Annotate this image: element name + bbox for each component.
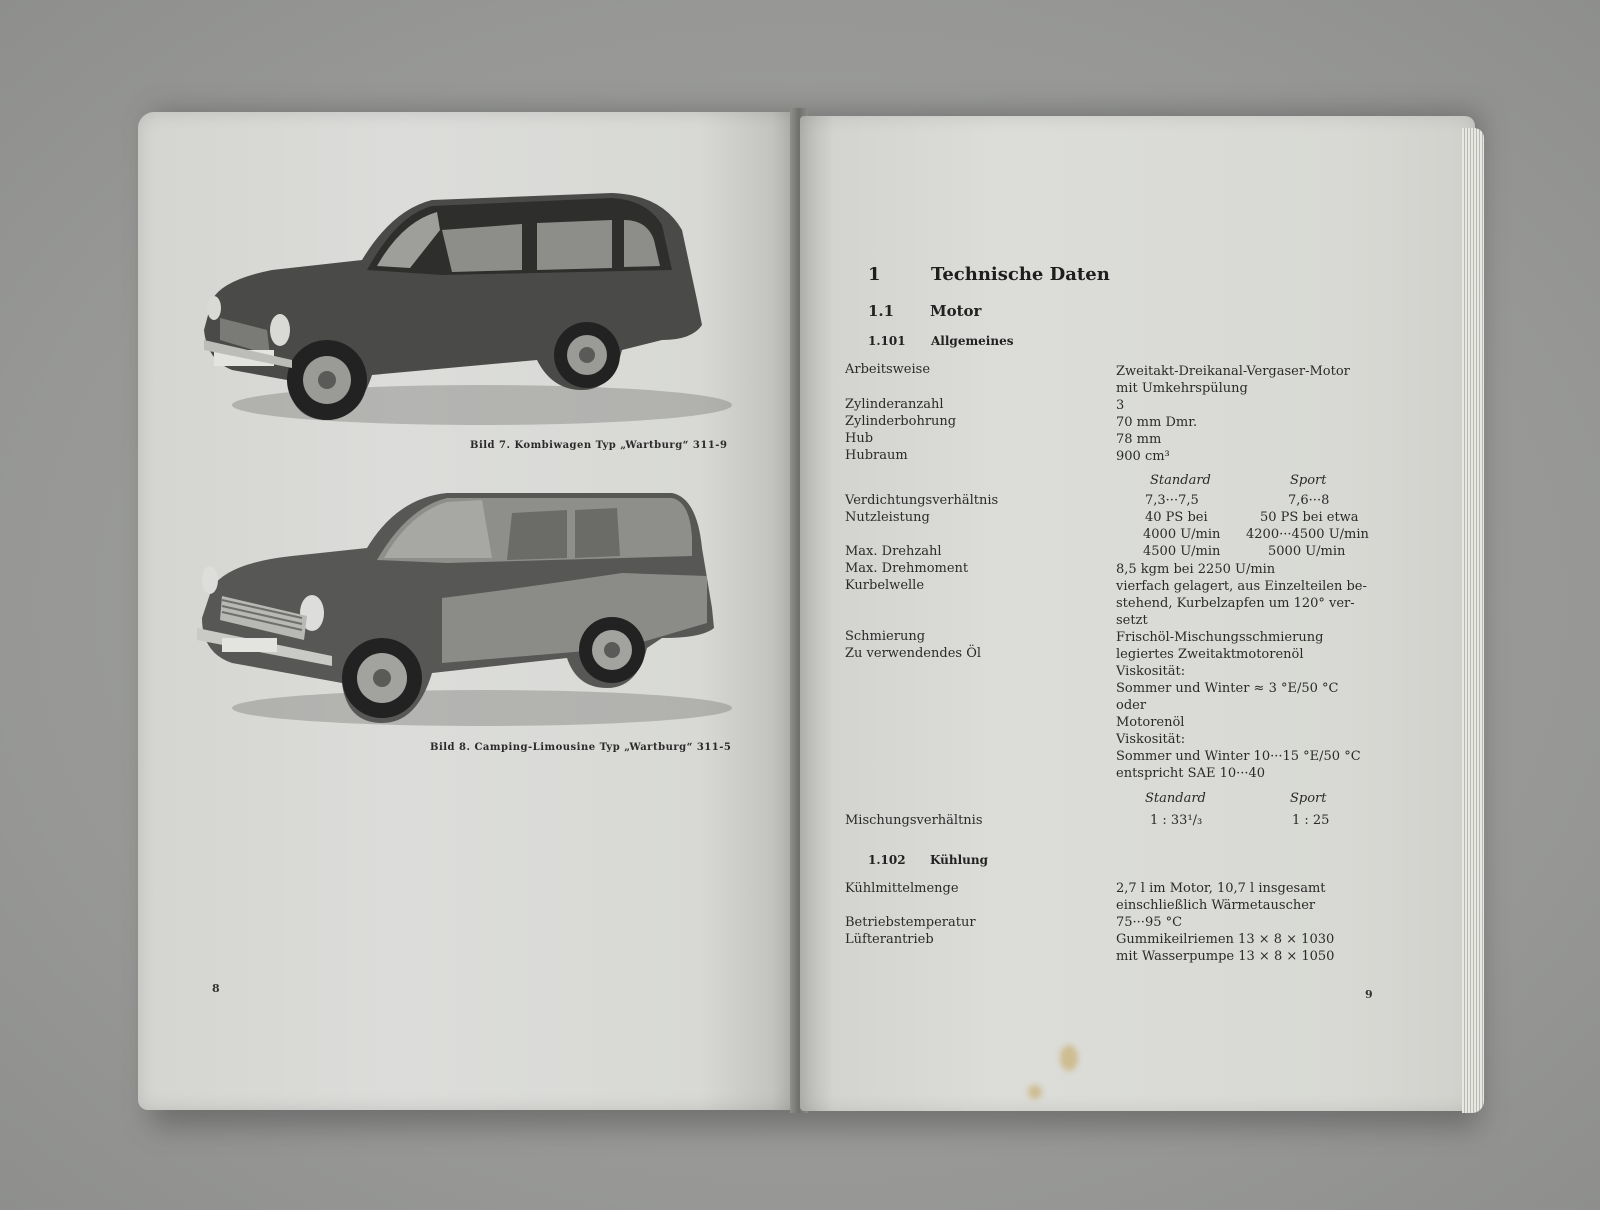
spec-label: Zylinderbohrung [845,414,957,429]
sub-102-title: Kühlung [930,853,989,867]
spec-value: Viskosität: [1116,664,1186,679]
spec-label: Schmierung [845,629,926,644]
sub-101-title: Allgemeines [931,334,1014,348]
page-number-right: 9 [1365,988,1373,1001]
spec-value: Sommer und Winter 10···15 °E/50 °C [1116,749,1361,764]
spec-std: 4000 U/min [1143,527,1221,542]
sub-102-number: 1.102 [868,853,906,867]
spec-value: Motorenöl [1116,715,1185,730]
spec-value: Gummikeilriemen 13 × 8 × 1030 [1116,932,1335,947]
spec-sport: 50 PS bei etwa [1260,510,1359,525]
spec-value: entspricht SAE 10···40 [1116,766,1266,781]
spec-label: Betriebstemperatur [845,915,976,930]
spec-value: mit Wasserpumpe 13 × 8 × 1050 [1116,949,1335,964]
page-number-left: 8 [212,982,220,995]
figure-caption-8: Bild 8. Camping-Limousine Typ „Wartburg“ 311-5 [430,742,732,753]
spec-value: legiertes Zweitaktmotorenöl [1116,647,1304,662]
spec-value: stehend, Kurbelzapfen um 120° ver- [1116,596,1355,611]
column-header-sport: Sport [1290,791,1327,806]
spec-value: Zweitakt-Dreikanal-Vergaser-Motor [1116,364,1350,379]
spec-value: 75···95 °C [1116,915,1183,930]
paper-stain [1028,1085,1042,1099]
spec-value: 2,7 l im Motor, 10,7 l insgesamt [1116,881,1326,896]
spec-value: Viskosität: [1116,732,1186,747]
spec-sport: 1 : 25 [1292,813,1330,828]
section-title: Technische Daten [931,264,1110,285]
spec-label: Mischungsverhältnis [845,813,983,828]
section-number: 1 [868,264,881,285]
camping-limousine-photo [192,488,732,738]
spec-value: Sommer und Winter ≈ 3 °E/50 °C [1116,681,1339,696]
spec-std: 1 : 33¹/₃ [1150,813,1203,828]
paper-stain [1060,1045,1078,1071]
spec-value: 3 [1116,398,1125,413]
spec-value: oder [1116,698,1147,713]
spec-sport: 5000 U/min [1268,544,1346,559]
spec-label: Zylinderanzahl [845,397,944,412]
spec-value: Frischöl-Mischungsschmierung [1116,630,1324,645]
spec-std: 4500 U/min [1143,544,1221,559]
spec-value: setzt [1116,613,1148,628]
spec-label: Arbeitsweise [845,362,931,377]
spec-label: Verdichtungsverhältnis [845,493,999,508]
station-wagon-photo [192,190,732,440]
page-edges [1462,128,1484,1113]
column-header-standard: Standard [1150,473,1211,488]
spec-label: Hubraum [845,448,908,463]
spec-label: Max. Drehmoment [845,561,969,576]
spec-sport: 4200···4500 U/min [1246,527,1369,542]
spec-value: 900 cm³ [1116,449,1170,464]
column-header-standard: Standard [1145,791,1206,806]
spec-value: 70 mm Dmr. [1116,415,1198,430]
spec-label: Kühlmittelmenge [845,881,959,896]
subsection-number: 1.1 [868,302,895,320]
spec-sport: 7,6···8 [1288,493,1330,508]
column-header-sport: Sport [1290,473,1327,488]
spec-label: Lüfterantrieb [845,932,934,947]
spec-label: Kurbelwelle [845,578,925,593]
spec-std: 40 PS bei [1145,510,1208,525]
spec-label: Zu verwendendes Öl [845,646,982,661]
figure-caption-7: Bild 7. Kombiwagen Typ „Wartburg“ 311-9 [470,440,728,451]
spec-value: 8,5 kgm bei 2250 U/min [1116,562,1276,577]
spec-value: 78 mm [1116,432,1162,447]
spec-label: Nutzleistung [845,510,930,525]
spec-std: 7,3···7,5 [1145,493,1199,508]
spec-value: einschließlich Wärmetauscher [1116,898,1316,913]
subsection-title: Motor [930,302,982,320]
spec-value: vierfach gelagert, aus Einzelteilen be- [1116,579,1367,594]
spec-label: Hub [845,431,874,446]
spec-value: mit Umkehrspülung [1116,381,1248,396]
spec-label: Max. Drehzahl [845,544,942,559]
sub-101-number: 1.101 [868,334,906,348]
